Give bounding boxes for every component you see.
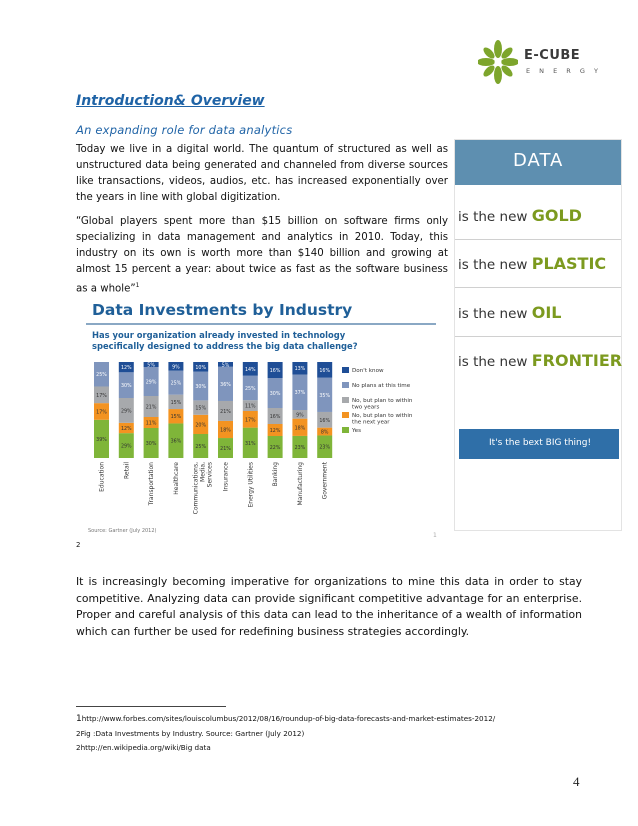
chart-data-label: 15% bbox=[195, 406, 207, 412]
chart-source: Source: Gartner (July 2012) bbox=[88, 528, 157, 534]
chart-data-label: 21% bbox=[220, 447, 231, 453]
divider bbox=[455, 287, 621, 288]
chart-category-label: Energy Utilities bbox=[247, 462, 255, 508]
data-line-prefix: is the new bbox=[458, 257, 532, 273]
chart-data-label: 8% bbox=[320, 430, 329, 436]
chart-data-label: 11% bbox=[145, 421, 157, 427]
chart-data-label: 25% bbox=[195, 445, 207, 450]
quote-footnote-ref: 1 bbox=[135, 282, 140, 289]
page-number: 4 bbox=[573, 774, 580, 789]
divider bbox=[455, 239, 621, 240]
chart-data-label: 21% bbox=[220, 409, 231, 415]
chart-data-label: 36% bbox=[220, 382, 231, 388]
chart-data-label: 18% bbox=[220, 428, 231, 434]
intro-paragraph: Today we live in a digital world. The quantum of structured as well as unstructured data being generated and channeled from diverse sources like transactions, videos, audios, etc. has increased exponentially over the years in line with global digitization. bbox=[76, 144, 448, 203]
data-line-prefix: is the new bbox=[458, 306, 532, 322]
figure-footnote-marker: 2 bbox=[76, 541, 81, 549]
chart-category-label: Healthcare bbox=[172, 462, 180, 495]
chart-data-label: 29% bbox=[120, 444, 132, 450]
chart-data-label: 29% bbox=[120, 409, 132, 415]
leaf-star-icon bbox=[478, 40, 518, 84]
chart-title: Data Investments by Industry bbox=[92, 301, 353, 319]
chart-data-label: 23% bbox=[294, 445, 306, 451]
logo-subtitle: E N E R G Y bbox=[526, 67, 602, 75]
chart-data-label: 30% bbox=[269, 392, 281, 397]
chart-legend-label: No, but plan to within two years bbox=[352, 398, 413, 411]
data-header-band bbox=[455, 140, 621, 185]
chart-legend-swatch bbox=[342, 397, 349, 403]
footnote-1 bbox=[76, 714, 495, 724]
chart-legend-label-line: the next year bbox=[352, 419, 390, 426]
chart-legend-swatch bbox=[342, 367, 349, 373]
chart-category-label: Banking bbox=[272, 462, 280, 487]
chart-data-label: 30% bbox=[145, 442, 157, 447]
footnote-number: 1 bbox=[76, 714, 82, 724]
chart-data-label: 9% bbox=[172, 365, 180, 371]
chart-data-label: 16% bbox=[269, 369, 281, 374]
quote-text: “Global players spent more than $15 billion on software firms only specializing in data management and analytics in 2010. Today, this industry on its own is worth more than $140 billion and growing at almost 15 percent a year: about twice as fast as the software business as a whole” bbox=[76, 216, 448, 295]
chart-data-label: 14% bbox=[244, 367, 256, 373]
chart-category-label bbox=[193, 462, 214, 514]
chart-data-label: 15% bbox=[170, 415, 182, 421]
chart-category-label: Retail bbox=[123, 462, 131, 479]
chart-data-label: 36% bbox=[170, 439, 182, 445]
chart-data-label: 29% bbox=[145, 380, 157, 386]
chart-data-label: 30% bbox=[120, 384, 132, 390]
chart-data-label: 12% bbox=[120, 366, 132, 372]
chart-legend-label: Don't know bbox=[352, 368, 384, 374]
data-line-gold bbox=[458, 206, 582, 225]
data-line-word: OIL bbox=[531, 303, 562, 322]
chart-data-label: 16% bbox=[269, 415, 281, 420]
chart-category-label: Insurance bbox=[222, 462, 230, 492]
chart-category-label: Manufacturing bbox=[296, 462, 304, 506]
data-line-plastic bbox=[458, 254, 606, 273]
chart-data-label: 15% bbox=[170, 400, 182, 406]
chart-data-label: 5% bbox=[221, 363, 230, 369]
chart-data-label: 12% bbox=[120, 427, 132, 432]
chart-data-label: 25% bbox=[244, 386, 256, 392]
divider bbox=[455, 336, 621, 337]
section-subheading: An expanding role for data analytics bbox=[76, 123, 293, 137]
footnote-2: 2Fig :Data Investments by Industry. Source: Gartner (July 2012) bbox=[76, 729, 305, 738]
chart-category-label: Transportation bbox=[148, 462, 156, 506]
chart-data-label: 17% bbox=[96, 393, 107, 399]
chart-data-label: 18% bbox=[294, 426, 306, 432]
data-infographic bbox=[454, 139, 622, 531]
chart-legend-swatch bbox=[342, 382, 349, 388]
chart-legend-swatch bbox=[342, 412, 349, 418]
chart-plot bbox=[78, 296, 440, 540]
data-line-frontier bbox=[458, 351, 622, 370]
chart-data-label: 13% bbox=[294, 367, 306, 373]
chart-data-label: 30% bbox=[195, 385, 207, 390]
company-logo bbox=[478, 40, 602, 92]
chart-data-label: 23% bbox=[319, 445, 331, 451]
chart-data-label: 21% bbox=[145, 405, 157, 411]
data-line-prefix: is the new bbox=[458, 354, 532, 370]
body-paragraph: It is increasingly becoming imperative for organizations to mine this data in order to stay competitive. Analyzing data can provide significant competitive advantage for an enterprise. Proper and careful analysis of this data can lead to the inheritance of a wealth of information which can further be used for redefining business strategies accordingly. bbox=[76, 575, 582, 638]
chart-data-label: 16% bbox=[319, 418, 331, 424]
footnote-link[interactable]: http://www.forbes.com/sites/louiscolumbus/2012/08/16/roundup-of-big-data-forecasts-and-market-estimates-2012/ bbox=[81, 714, 496, 723]
data-line-word: GOLD bbox=[531, 206, 582, 225]
chart-footnote-marker: 1 bbox=[433, 532, 437, 539]
chart-data-label: 25% bbox=[170, 381, 182, 387]
chart-data-label: 22% bbox=[269, 446, 281, 451]
chart-category-label: Education bbox=[98, 462, 106, 492]
chart-data-label: 17% bbox=[244, 418, 256, 424]
chart-data-label: 11% bbox=[244, 404, 256, 410]
chart-data-label: 16% bbox=[319, 368, 331, 374]
chart-subtitle: Has your organization already invested in technology specifically designed to address the big data challenge? bbox=[92, 330, 358, 351]
chart-data-label: 37% bbox=[294, 391, 306, 397]
chart-data-label: 25% bbox=[96, 373, 107, 379]
data-header-text: DATA bbox=[513, 150, 564, 171]
chart-data-label: 39% bbox=[96, 437, 107, 443]
quote-paragraph bbox=[76, 214, 448, 297]
chart-category-label: Government bbox=[321, 462, 329, 500]
data-line-word: PLASTIC bbox=[531, 254, 607, 273]
chart-legend-swatch bbox=[342, 427, 349, 433]
footnote-3[interactable]: 2http://en.wikipedia.org/wiki/Big data bbox=[76, 743, 211, 752]
data-line-word: FRONTIER bbox=[531, 351, 623, 370]
logo-name: E-CUBE bbox=[524, 48, 581, 63]
chart-data-label: 12% bbox=[269, 429, 281, 434]
data-line-oil bbox=[458, 303, 561, 322]
footnote-separator bbox=[76, 706, 226, 707]
chart-category-label-line: Media, bbox=[199, 462, 207, 482]
chart-legend-label: Yes bbox=[352, 428, 362, 434]
data-line-prefix: is the new bbox=[458, 209, 532, 225]
section-heading: Introduction& Overview bbox=[76, 93, 265, 109]
chart-data-label: 31% bbox=[244, 441, 256, 447]
chart-category-label-line: Services bbox=[206, 462, 214, 488]
data-banner-text: It's the bext BIG thing! bbox=[489, 438, 592, 448]
chart-data-label: 17% bbox=[96, 410, 107, 416]
chart-legend-label: No plans at this time bbox=[352, 383, 411, 389]
chart-data-label: 10% bbox=[195, 365, 207, 371]
chart-data-label: 9% bbox=[296, 413, 304, 419]
chart-category-label-line: Communications, bbox=[192, 462, 200, 515]
chart-legend-label-line: two years bbox=[352, 404, 380, 411]
chart-data-label: 5% bbox=[147, 363, 155, 369]
chart-data-label: 20% bbox=[195, 423, 207, 429]
data-investments-chart bbox=[78, 296, 440, 540]
chart-legend-label: No, but plan to within the next year bbox=[352, 413, 413, 426]
chart-data-label: 35% bbox=[319, 393, 331, 399]
data-banner bbox=[459, 429, 619, 459]
